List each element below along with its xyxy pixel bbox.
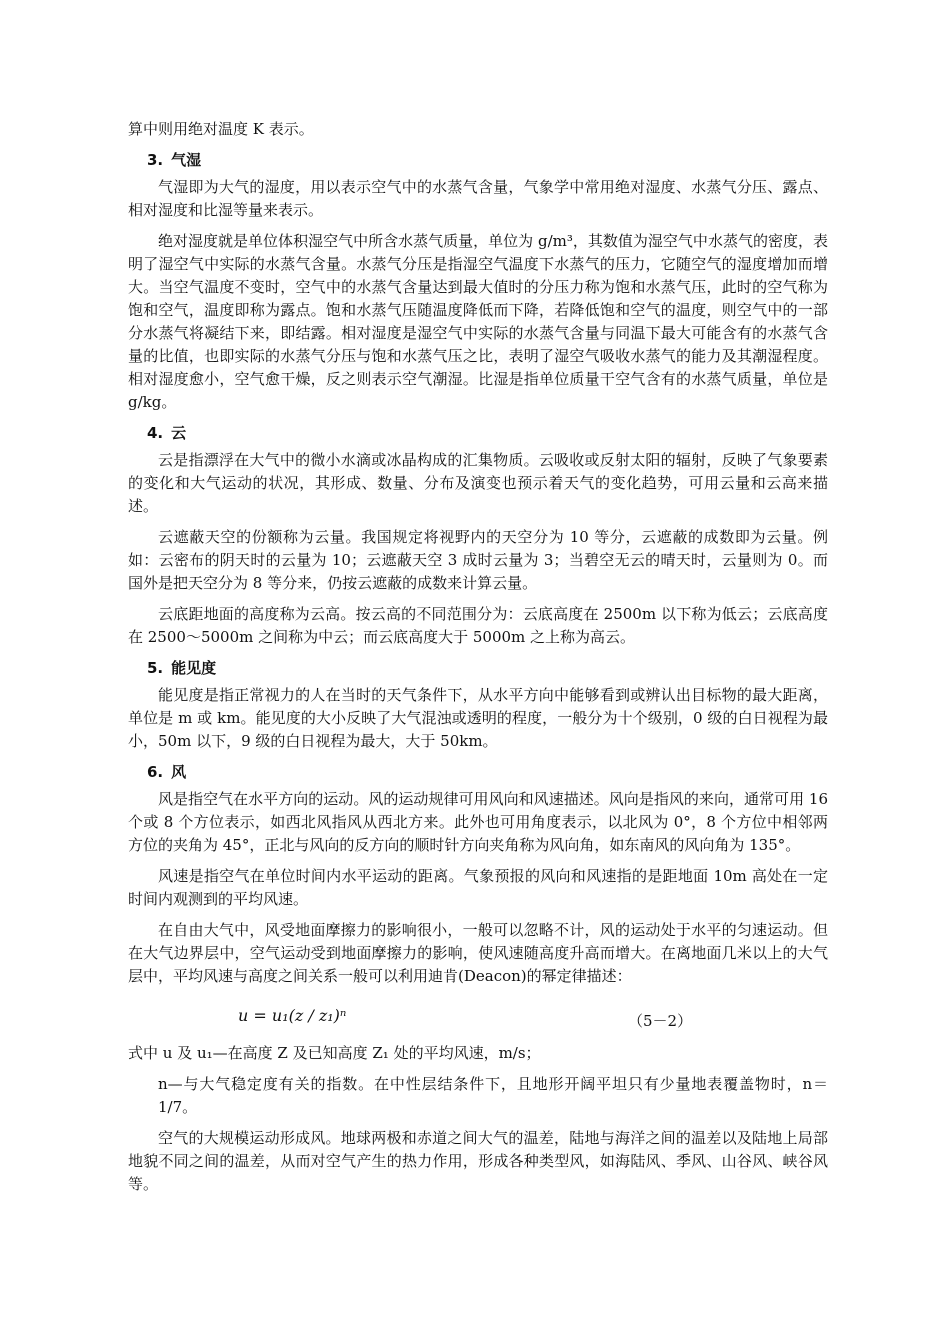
where-clause: n—与大气稳定度有关的指数。在中性层结条件下，且地形开阔平坦只有少量地表覆盖物时，n＝1/7。 [158,1075,828,1116]
paragraph: 云底距地面的高度称为云高。按云高的不同范围分为：云底高度在 2500m 以下称为低云；云底高度在 2500～5000m 之间称为中云；而云底高度大于 5000m 之上称为高云。 [128,605,828,646]
paragraph: 绝对湿度就是单位体积湿空气中所含水蒸气质量，单位为 g/m³，其数值为湿空气中水蒸气的密度，表明了湿空气中实际的水蒸气含量。水蒸气分压是指湿空气温度下水蒸气的压力，它随空气的湿度增加而增大。当空气温度不变时，空气中的水蒸气含量达到最大值时的分压力称为饱和水蒸气压，此时的空气称为饱和空气，温度即称为露点。饱和水蒸气压随温度降低而下降，若降低饱和空气的温度，则空气中的一部分水蒸气将凝结下来，即结露。相对湿度是湿空气中实际的水蒸气含量与同温下最大可能含有的水蒸气含量的比值，也即实际的水蒸气分压与饱和水蒸气压之比，表明了湿空气吸收水蒸气的能力及其潮湿程度。相对湿度愈小，空气愈干燥，反之则表示空气潮湿。比湿是指单位质量干空气含有的水蒸气质量，单位是 g/kg。 [128,232,828,411]
paragraph: 空气的大规模运动形成风。地球两极和赤道之间大气的温差，陆地与海洋之间的温差以及陆地上局部地貌不同之间的温差，从而对空气产生的热力作用，形成各种类型风，如海陆风、季风、山谷风、峡谷风等。 [128,1129,828,1193]
section-number: 5. [147,659,164,677]
where-clause: 式中 u 及 u₁—在高度 Z 及已知高度 Z₁ 处的平均风速，m/s； [128,1044,541,1062]
equation: u = u₁(z / z₁)ⁿ [238,1006,347,1025]
paragraph-continued: 算中则用绝对温度 K 表示。 [128,120,314,138]
section-number: 6. [147,763,164,781]
paragraph: 在自由大气中，风受地面摩擦力的影响很小，一般可以忽略不计，风的运动处于水平的匀速运动。但在大气边界层中，空气运动受到地面摩擦力的影响，使风速随高度升高而增大。在离地面几米以上的大气层中，平均风速与高度之间关系一般可以利用迪肯(Deacon)的幂定律描述： [128,921,828,985]
equation-block [128,1002,828,1042]
paragraph: 云遮蔽天空的份额称为云量。我国规定将视野内的天空分为 10 等分，云遮蔽的成数即为云量。例如：云密布的阴天时的云量为 10；云遮蔽天空 3 成时云量为 3；当碧空无云的晴天时，云量则为 0。而国外是把天空分为 8 等分来，仍按云遮蔽的成数来计算云量。 [128,528,828,592]
paragraph: 气湿即为大气的湿度，用以表示空气中的水蒸气含量，气象学中常用绝对湿度、水蒸气分压、露点、相对湿度和比湿等量来表示。 [128,178,828,219]
section-title: 云 [171,424,187,442]
section-number: 4. [147,424,164,442]
section-number: 3. [147,151,164,169]
section-title: 能见度 [171,659,217,677]
document-page [128,118,828,1196]
section-heading-humidity [147,149,828,172]
section-title: 风 [171,763,187,781]
paragraph: 风是指空气在水平方向的运动。风的运动规律可用风向和风速描述。风向是指风的来向，通常可用 16 个或 8 个方位表示，如西北风指风从西北方来。此外也可用角度表示，以北风为 0°，8 个方位中相邻两方位的夹角为 45°，正北与风向的反方向的顺时针方向夹角称为风向角，如东南风的风向角为 135°。 [128,790,828,854]
paragraph: 风速是指空气在单位时间内水平运动的距离。气象预报的风向和风速指的是距地面 10m 高处在一定时间内观测到的平均风速。 [128,867,828,908]
section-heading-visibility [147,657,828,680]
paragraph: 能见度是指正常视力的人在当时的天气条件下，从水平方向中能够看到或辨认出目标物的最大距离，单位是 m 或 km。能见度的大小反映了大气混浊或透明的程度，一般分为十个级别，0 级的白日视程为最小，50m 以下，9 级的白日视程为最大，大于 50km。 [128,686,828,750]
section-heading-cloud [147,422,828,445]
paragraph: 云是指漂浮在大气中的微小水滴或冰晶构成的汇集物质。云吸收或反射太阳的辐射，反映了气象要素的变化和大气运动的状况，其形成、数量、分布及演变也预示着天气的变化趋势，可用云量和云高来描述。 [128,451,828,515]
equation-number: （5－2） [628,1012,693,1030]
section-title: 气湿 [171,151,202,169]
section-heading-wind [147,761,828,784]
